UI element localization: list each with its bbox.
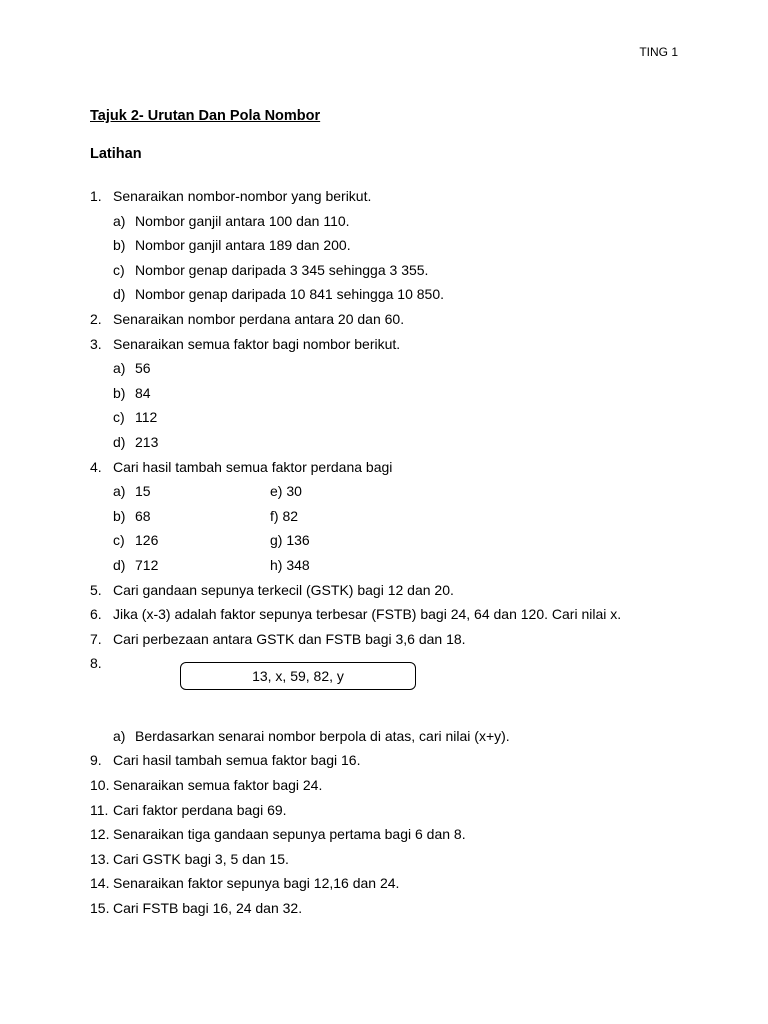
question-number: 4.	[90, 458, 102, 475]
question-number: 5.	[90, 581, 102, 598]
question-number: 14.	[90, 875, 110, 892]
sub-text: 126	[135, 532, 159, 549]
sub-text: 15	[135, 483, 151, 500]
sub-question	[90, 383, 690, 408]
sub-question	[90, 235, 690, 260]
question-text: Cari hasil tambah semua faktor perdana bagi	[113, 458, 393, 475]
sub-question	[90, 358, 690, 383]
question-text: Senaraikan semua faktor bagi 24.	[113, 777, 323, 794]
sub-question	[90, 506, 690, 531]
sub-label: d)	[113, 556, 126, 573]
sub-question	[90, 432, 690, 457]
question-15	[90, 898, 690, 923]
question-5	[90, 580, 690, 605]
question-number: 3.	[90, 335, 102, 352]
question-text: Cari perbezaan antara GSTK dan FSTB bagi 3,6 dan 18.	[113, 630, 466, 647]
question-text: Senaraikan nombor perdana antara 20 dan 60.	[113, 310, 405, 327]
sub-question	[90, 530, 690, 555]
question-14	[90, 873, 690, 898]
question-number: 15.	[90, 900, 110, 917]
sub-text: Berdasarkan senarai nombor berpola di atas, cari nilai (x+y).	[135, 727, 510, 744]
sub-text: 712	[135, 556, 159, 573]
sub-label: b)	[113, 237, 126, 254]
sub-text: 112	[135, 409, 158, 426]
question-13	[90, 849, 690, 874]
sub-text: 84	[135, 384, 151, 401]
question-text: Senaraikan nombor-nombor yang berikut.	[113, 188, 372, 204]
sub-question	[90, 260, 690, 285]
question-number: 12.	[90, 826, 110, 843]
page-title: Tajuk 2- Urutan Dan Pola Nombor	[90, 108, 321, 124]
question-list	[90, 186, 690, 923]
sub-text-right: e) 30	[270, 483, 302, 500]
question-12	[90, 824, 690, 849]
sub-label: a)	[113, 483, 126, 500]
sub-label: b)	[113, 384, 126, 401]
question-7	[90, 629, 690, 654]
question-number: 13.	[90, 850, 110, 867]
question-text: Jika (x-3) adalah faktor sepunya terbesar (FSTB) bagi 24, 64 dan 120. Cari nilai x.	[113, 606, 622, 623]
question-text: Cari hasil tambah semua faktor bagi 16.	[113, 752, 361, 769]
question-text: Cari gandaan sepunya terkecil (GSTK) bagi 12 dan 20.	[113, 581, 454, 598]
question-number: 6.	[90, 606, 102, 623]
question-number: 11.	[90, 801, 109, 818]
question-text: Senaraikan faktor sepunya bagi 12,16 dan 24.	[113, 875, 400, 892]
header-tag: TING 1	[639, 45, 678, 59]
sub-label: c)	[113, 532, 125, 549]
question-number: 10.	[90, 777, 110, 794]
sub-text: Nombor genap daripada 3 345 sehingga 3 355.	[135, 261, 429, 278]
sub-label: d)	[113, 433, 126, 450]
sub-question	[90, 481, 690, 506]
sub-question	[90, 284, 690, 309]
sub-label: b)	[113, 507, 126, 524]
sub-question	[90, 407, 690, 432]
question-number: 2.	[90, 310, 102, 327]
sub-question	[90, 726, 690, 751]
sub-text: Nombor ganjil antara 100 dan 110.	[135, 212, 350, 229]
question-text: Cari faktor perdana bagi 69.	[113, 801, 287, 818]
sub-label: a)	[113, 360, 126, 377]
number-pattern-box: 13, x, 59, 82, y	[180, 662, 416, 690]
sub-text-right: f) 82	[270, 507, 299, 524]
section-subtitle: Latihan	[90, 146, 142, 162]
question-2	[90, 309, 690, 334]
question-10	[90, 775, 690, 800]
sub-text: 68	[135, 507, 151, 524]
sub-text: Nombor genap daripada 10 841 sehingga 10 850.	[135, 286, 445, 303]
sub-label: c)	[113, 261, 125, 278]
question-number: 9.	[90, 752, 102, 769]
question-1	[90, 186, 690, 211]
sub-label: a)	[113, 727, 126, 744]
sub-label: d)	[113, 286, 126, 303]
question-3	[90, 334, 690, 359]
question-number: 8.	[90, 655, 102, 672]
question-9	[90, 750, 690, 775]
question-text: Cari FSTB bagi 16, 24 dan 32.	[113, 900, 303, 917]
question-number: 1.	[90, 188, 102, 204]
sub-question	[90, 211, 690, 236]
question-11	[90, 800, 690, 825]
question-text: Senaraikan tiga gandaan sepunya pertama bagi 6 dan 8.	[113, 826, 466, 843]
question-4	[90, 457, 690, 482]
question-6	[90, 604, 690, 629]
question-text: Cari GSTK bagi 3, 5 dan 15.	[113, 850, 289, 867]
question-text: Senaraikan semua faktor bagi nombor berikut.	[113, 335, 401, 352]
sub-text: 56	[135, 360, 151, 377]
sub-label: a)	[113, 212, 126, 229]
sub-question	[90, 555, 690, 580]
sub-text-right: h) 348	[270, 556, 310, 573]
sub-text-right: g) 136	[270, 532, 310, 549]
sub-text: 213	[135, 433, 159, 450]
sub-label: c)	[113, 409, 125, 426]
sub-text: Nombor ganjil antara 189 dan 200.	[135, 237, 351, 254]
question-number: 7.	[90, 630, 102, 647]
